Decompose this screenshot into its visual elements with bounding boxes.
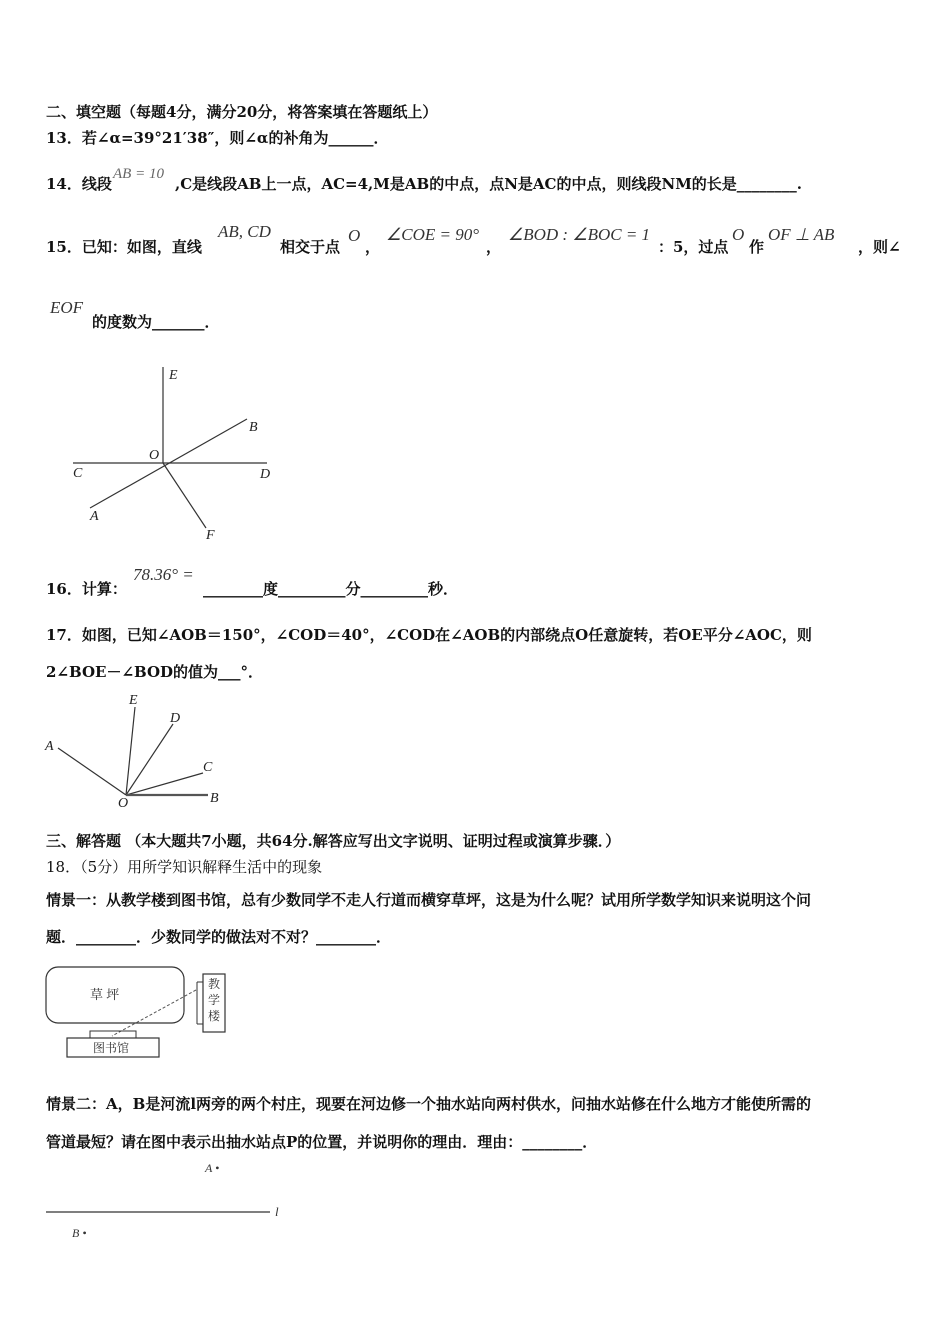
question-15-math-ab-cd: AB, CD	[218, 222, 271, 241]
lawn-label: 草 坪	[90, 987, 120, 1002]
label-a: A	[45, 739, 54, 754]
question-14-post: ,C是线段AB上一点，AC=4,M是AB的中点，点N是AC的中点，则线段NM的长是________.	[175, 175, 803, 193]
question-15-text5: 作	[749, 238, 765, 256]
question-15-pre: 15．已知：如图，直线	[46, 238, 202, 256]
question-15-text4: ：5，过点	[658, 238, 729, 256]
label-d: D	[260, 467, 271, 482]
question-15-text1: 相交于点	[280, 238, 341, 256]
question-15-text7: 的度数为_______．	[92, 313, 220, 331]
question-15-math-eof: EOF	[50, 298, 84, 317]
village-a: A •	[205, 1161, 220, 1175]
question-15-math-of-ab: OF ⊥ AB	[768, 225, 835, 244]
label-o: O	[149, 448, 160, 463]
question-15-text6: ，则∠	[858, 238, 901, 256]
question-15-text2: ，	[365, 238, 381, 256]
river-label: l	[275, 1204, 279, 1219]
question-15-math-o2: O	[732, 225, 745, 244]
label-c: C	[203, 760, 213, 775]
label-b: B	[249, 420, 258, 435]
question-18-scene2-line2: 管道最短？请在图中表示出抽水站点P的位置，并说明你的理由．理由：________．	[46, 1133, 598, 1151]
question-14-math: AB = 10	[113, 166, 164, 182]
question-18-scene2-line1: 情景二：A，B是河流l两旁的两个村庄，现要在河边修一个抽水站向两村供水，问抽水站修在什么地方才能使所需的	[46, 1095, 812, 1113]
question-15-math-o: O	[348, 226, 361, 245]
building-label-2: 学	[208, 993, 221, 1007]
question-17-line1: 17．如图，已知∠AOB＝150°，∠COD＝40°，∠COD在∠AOB的内部绕点O任意旋转，若OE平分∠AOC，则	[46, 626, 812, 644]
question-15-math-coe: ∠COE = 90°	[386, 225, 480, 244]
label-d: D	[170, 711, 181, 726]
label-f: F	[206, 528, 215, 543]
label-b: B	[210, 791, 219, 806]
building-label-1: 教	[208, 977, 221, 991]
question-16-pre: 16．计算：	[46, 580, 127, 598]
question-14-pre: 14．线段	[46, 175, 112, 193]
question-16-post: ________度_________分_________秒．	[203, 580, 459, 598]
question-16-math: 78.36° =	[133, 565, 194, 584]
label-e: E	[169, 368, 178, 383]
question-15-math-ratio: ∠BOD : ∠BOC = 1	[508, 225, 651, 244]
label-o: O	[118, 796, 129, 811]
label-a: A	[90, 509, 99, 524]
village-b: B •	[72, 1226, 87, 1240]
question-13: 13．若∠α=39°21′38″，则∠α的补角为______．	[46, 129, 389, 147]
label-e: E	[129, 693, 138, 708]
question-18-title: 18．（5分）用所学知识解释生活中的现象	[46, 858, 323, 876]
label-c: C	[73, 466, 83, 481]
building-label-3: 楼	[208, 1009, 221, 1023]
question-18-scene1-line2: 题．________．少数同学的做法对不对？________．	[46, 928, 392, 946]
question-15-text3: ，	[486, 238, 502, 256]
section3-heading: 三、解答题 （本大题共7小题，共64分.解答应写出文字说明、证明过程或演算步骤．）	[46, 832, 621, 850]
question-18-scene1-line1: 情景一：从教学楼到图书馆，总有少数同学不走人行道而横穿草坪，这是为什么呢？试用所学数学知识来说明这个问	[46, 891, 812, 909]
question-17-line2: 2∠BOE－∠BOD的值为___°．	[46, 663, 264, 681]
section2-heading: 二、填空题（每题4分，满分20分，将答案填在答题纸上）	[46, 103, 438, 121]
library-label: 图书馆	[93, 1041, 130, 1055]
